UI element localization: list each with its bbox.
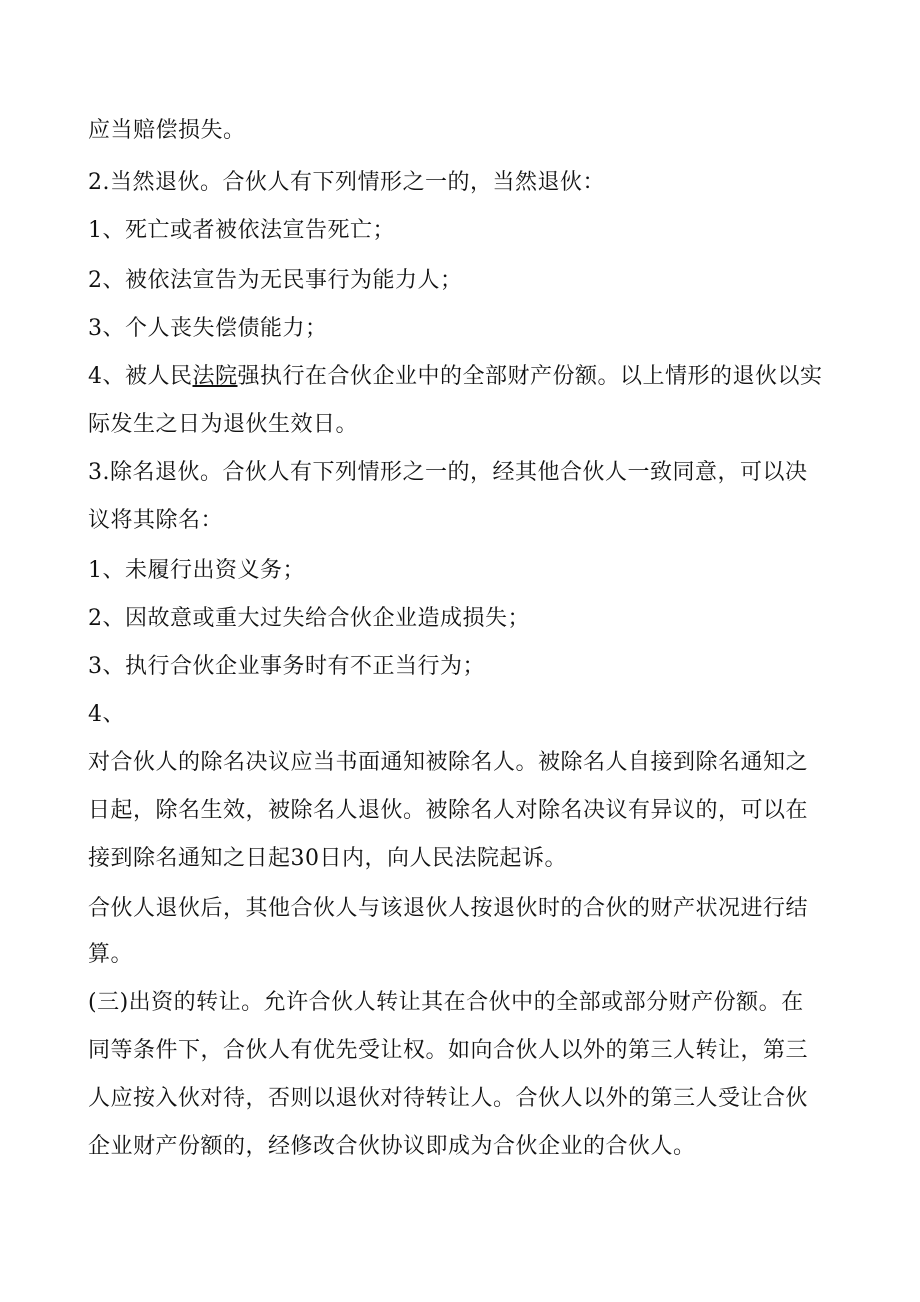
text-segment: 4、被人民 [88,364,193,389]
text-line: 3.除名退伙。合伙人有下列情形之一的，经其他合伙人一致同意，可以决 [88,460,808,485]
text-line: 议将其除名： [88,508,224,533]
text-segment: 强执行在合伙企业中的全部财产份额。以上情形的退伙以实 [237,364,823,389]
text-line: 1、死亡或者被依法宣告死亡； [88,218,395,243]
text-line: 2、因故意或重大过失给合伙企业造成损失； [88,606,530,631]
text-line: 际发生之日为退伙生效日。 [88,412,359,437]
text-line: 3、执行合伙企业事务时有不正当行为； [88,654,485,679]
text-line: 日起，除名生效，被除名人退伙。被除名人对除名决议有异议的，可以在 [88,798,809,823]
text-line: 3、个人丧失偿债能力； [88,316,328,341]
text-line: 合伙人退伙后，其他合伙人与该退伙人按退伙时的合伙的财产状况进行结 [88,896,809,921]
text-line: 4、 [88,702,125,727]
text-line: 企业财产份额的，经修改合伙协议即成为合伙企业的合伙人。 [88,1134,696,1159]
text-line: 2、被依法宣告为无民事行为能力人； [88,268,463,293]
text-line: 应当赔偿损失。 [88,118,246,143]
text-line: (三)出资的转让。允许合伙人转让其在合伙中的全部或部分财产份额。在 [88,990,804,1015]
text-line: 2.当然退伙。合伙人有下列情形之一的，当然退伙： [88,170,605,195]
text-line: 1、未履行出资义务； [88,558,305,583]
court-link[interactable]: 法院 [192,364,238,389]
text-line: 同等条件下，合伙人有优先受让权。如向合伙人以外的第三人转让，第三 [88,1038,809,1063]
text-line: 算。 [88,942,134,967]
text-line: 对合伙人的除名决议应当书面通知被除名人。被除名人自接到除名通知之 [88,750,809,775]
text-line: 人应按入伙对待，否则以退伙对待转让人。合伙人以外的第三人受让合伙 [88,1086,809,1111]
text-line: 接到除名通知之日起30日内，向人民法院起诉。 [88,846,567,871]
text-line-with-link [88,362,848,392]
